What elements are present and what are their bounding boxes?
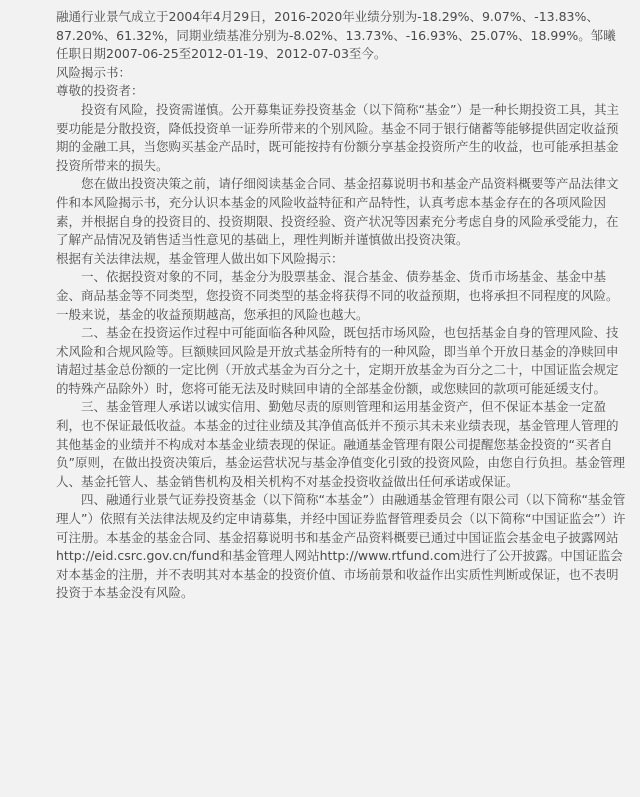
paragraph-read-documents: 您在做出投资决策之前，请仔细阅读基金合同、基金招募说明书和基金产品资料概要等产品法律文件和本风险揭示书，充分认识本基金的风险收益特征和产品特性，认真考虑本基金存在的各项风险因素，并根据自身的投资目的、投资期限、投资经验、资产状况等因素充分考虑自身的风险承受能力，在了解产品情况及销售适当性意见的基础上，理性判断并谨慎做出投资决策。 — [56, 176, 619, 248]
fund-performance-intro: 融通行业景气成立于2004年4月29日，2016-2020年业绩分别为-18.29%、9.07%、-13.83%、87.20%、61.32%，同期业绩基准分别为-8.02%、13.73%、-16.93%、25.07%、18.99%。邹曦任职日期2007-06-25至2012-01-19、2012-07-03至今。 — [56, 9, 616, 62]
document-title: 风险揭示书： — [56, 64, 132, 80]
risk-disclosure-heading: 根据有关法律法规，基金管理人做出如下风险揭示： — [56, 250, 344, 266]
risk-item-4: 四、融通行业景气证券投资基金（以下简称“本基金”）由融通基金管理有限公司（以下简称“基金管理人”）依照有关法律法规及约定申请募集，并经中国证券监督管理委员会（以下简称“中国证监会”）许可注册。本基金的基金合同、基金招募说明书和基金产品资料概要已通过中国证监会基金电子披露网站http://eid.csrc.gov.cn/fund和基金管理人网站http://www.rtfund.com进行了公开披露。中国证监会对本基金的注册，并不表明其对本基金的投资价值、市场前景和收益作出实质性判断或保证，也不表明投资于本基金没有风险。 — [56, 492, 626, 601]
risk-item-2: 二、基金在投资运作过程中可能面临各种风险，既包括市场风险，也包括基金自身的管理风险、技术风险和合规风险等。巨额赎回风险是开放式基金所特有的一种风险，即当单个开放日基金的净赎回申请超过基金总份额的一定比例（开放式基金为百分之十，定期开放基金为百分之二十，中国证监会规定的特殊产品除外）时，您将可能无法及时赎回申请的全部基金份额，或您赎回的款项可能延缓支付。 — [56, 325, 619, 396]
risk-item-1: 一、依据投资对象的不同，基金分为股票基金、混合基金、债券基金、货币市场基金、基金中基金、商品基金等不同类型，您投资不同类型的基金将获得不同的收益预期，也将承担不同程度的风险。一般来说，基金的收益预期越高，您承担的风险也越大。 — [56, 269, 619, 322]
salutation: 尊敬的投资者： — [56, 83, 144, 99]
risk-item-3: 三、基金管理人承诺以诚实信用、勤勉尽责的原则管理和运用基金资产，但不保证本基金一定盈利，也不保证最低收益。本基金的过往业绩及其净值高低并不预示其未来业绩表现，基金管理人管理的其他基金的业绩并不构成对本基金业绩表现的保证。融通基金管理有限公司提醒您基金投资的“买者自负”原则，在做出投资决策后，基金运营状况与基金净值变化引致的投资风险，由您自行负担。基金管理人、基金托管人、基金销售机构及相关机构不对基金投资收益做出任何承诺或保证。 — [56, 399, 625, 489]
paragraph-investment-risk: 投资有风险，投资需谨慎。公开募集证券投资基金（以下简称“基金”）是一种长期投资工具，其主要功能是分散投资，降低投资单一证券所带来的个别风险。基金不同于银行储蓄等能够提供固定收益预期的金融工具，当您购买基金产品时，既可能按持有份额分享基金投资所产生的收益，也可能承担基金投资所带来的损失。 — [56, 101, 619, 173]
